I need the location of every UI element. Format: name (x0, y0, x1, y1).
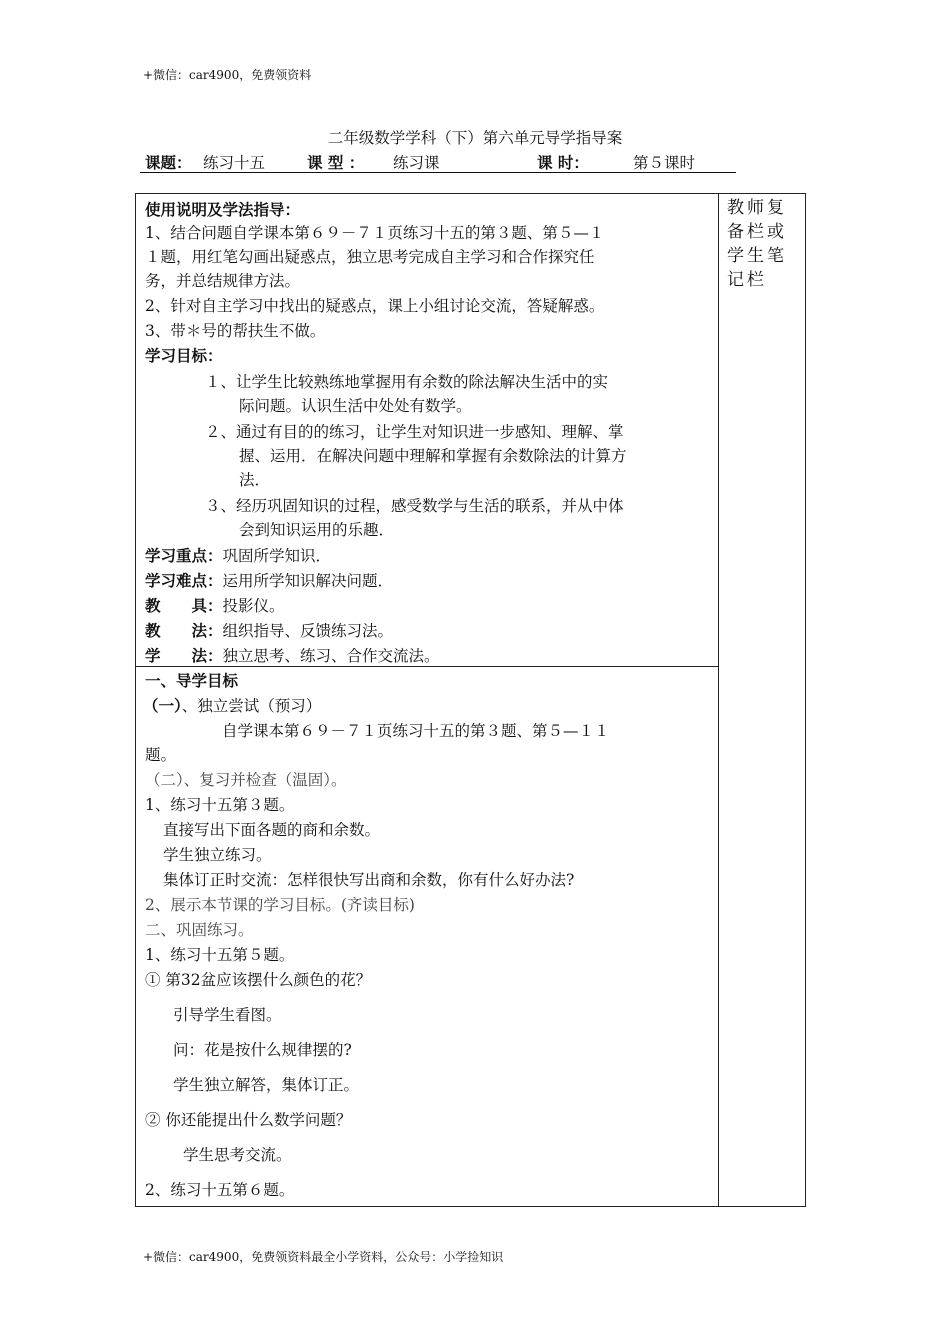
focus-label: 学习重点： (145, 546, 223, 565)
difficulty-value: 运用所学知识解决问题． (222, 572, 394, 590)
instruction-1-line2: １题，用红笔勾画出疑惑点，独立思考完成自主学习和合作探究任 (145, 248, 595, 266)
topic-label: 课题： (145, 153, 192, 172)
notes-column (719, 194, 806, 1207)
ex5-q1: ① 第32盆应该摆什么颜色的花？ (145, 971, 372, 989)
teach-method-label: 教 法： (145, 621, 223, 640)
ex5-q1-b: 问：花是按什么规律摆的? (173, 1041, 352, 1059)
focus-value: 巩固所学知识． (222, 547, 332, 565)
sub1-text: 、独立尝试（预习） (181, 697, 322, 715)
objective-3-line2: 会到知识运用的乐趣． (239, 521, 395, 539)
ex5-title: 1、练习十五第５题。 (145, 946, 295, 964)
section1-heading: 一、导学目标 (145, 671, 239, 690)
lesson-underline (140, 172, 736, 173)
study-method-label: 学 法： (145, 646, 223, 665)
instruction-3: 3、带＊号的帮扶生不做。 (145, 322, 326, 340)
ex3-a: 直接写出下面各题的商和余数。 (163, 821, 381, 839)
objective-2-line2: 握、运用．在解决问题中理解和掌握有余数除法的计算方 (239, 447, 627, 465)
period-value: 第５课时 (633, 154, 696, 172)
objective-2-line1: ２、通过有目的的练习，让学生对知识进一步感知、理解、掌 (205, 423, 624, 441)
topic-value: 练习十五 (203, 154, 266, 172)
tools-row (145, 594, 285, 616)
ex5-q1-c: 学生独立解答，集体订正。 (173, 1076, 360, 1094)
focus-row (145, 544, 331, 566)
notes-column-title: 教师复备栏或学生笔记栏 (727, 198, 787, 290)
ex3-b: 学生独立练习。 (163, 846, 272, 864)
footer-note: +微信：car4900，免费领资料最全小学资料，公众号：小学捡知识 (143, 1250, 504, 1264)
objective-1-line1: １、让学生比较熟练地掌握用有余数的除法解决生活中的实 (205, 373, 609, 391)
header-note: +微信：car4900，免费领资料 (143, 68, 312, 82)
ex6-title: 2、练习十五第６题。 (145, 1181, 295, 1199)
teach-method-value: 组织指导、反馈练习法。 (222, 622, 394, 640)
instructions-heading: 使用说明及学法指导： (145, 200, 301, 219)
ex3-c: 集体订正时交流：怎样很快写出商和余数，你有什么好办法? (163, 871, 575, 889)
teach-method-row (145, 619, 393, 641)
study-method-row (145, 644, 440, 666)
ex5-q2: ② 你还能提出什么数学问题？ (145, 1111, 352, 1129)
document-title: 二年级数学学科（下）第六单元导学指导案 (327, 129, 623, 147)
instruction-2: 2、针对自主学习中找出的疑惑点，课上小组讨论交流，答疑解惑。 (145, 297, 605, 315)
sub1-label: （一） (143, 696, 182, 715)
objective-2-line3: 法． (239, 471, 271, 489)
instruction-1-line1: 1、结合问题自学课本第６９－７１页练习十五的第３题、第５—１ (145, 224, 605, 242)
study-method-value: 独立思考、练习、合作交流法。 (222, 647, 440, 665)
type-label: 课 型 ： (307, 153, 365, 172)
ex3-title: 1、练习十五第３题。 (145, 796, 295, 814)
tools-value: 投影仪。 (222, 597, 285, 615)
tools-label: 教 具： (145, 596, 223, 615)
instructions-cell (136, 194, 719, 667)
difficulty-row (145, 569, 393, 591)
objective-1-line2: 际问题。认识生活中处处有数学。 (239, 397, 472, 415)
type-value: 练习课 (393, 154, 440, 172)
guide-table (135, 193, 806, 1207)
section2-heading: 二、巩固练习。 (145, 921, 254, 939)
ex5-q2-a: 学生思考交流。 (183, 1146, 292, 1164)
sub2-heading: （二）、复习并检查（温固）。 (145, 771, 347, 789)
show-goals: 2、展示本节课的学习目标。(齐读目标) (145, 896, 415, 914)
instruction-1-line3: 务，并总结规律方法。 (145, 272, 301, 290)
guide-cell (136, 667, 719, 1207)
self-study-line2: 题。 (145, 746, 177, 764)
sub1-row (143, 694, 321, 716)
self-study-line1: 自学课本第６９－７１页练习十五的第３题、第５—１１ (222, 722, 610, 740)
objectives-heading: 学习目标： (145, 346, 223, 365)
objective-3-line1: ３、经历巩固知识的过程，感受数学与生活的联系，并从中体 (205, 497, 624, 515)
period-label: 课 时： (537, 153, 589, 172)
difficulty-label: 学习难点： (145, 571, 223, 590)
ex5-q1-a: 引导学生看图。 (173, 1006, 282, 1024)
